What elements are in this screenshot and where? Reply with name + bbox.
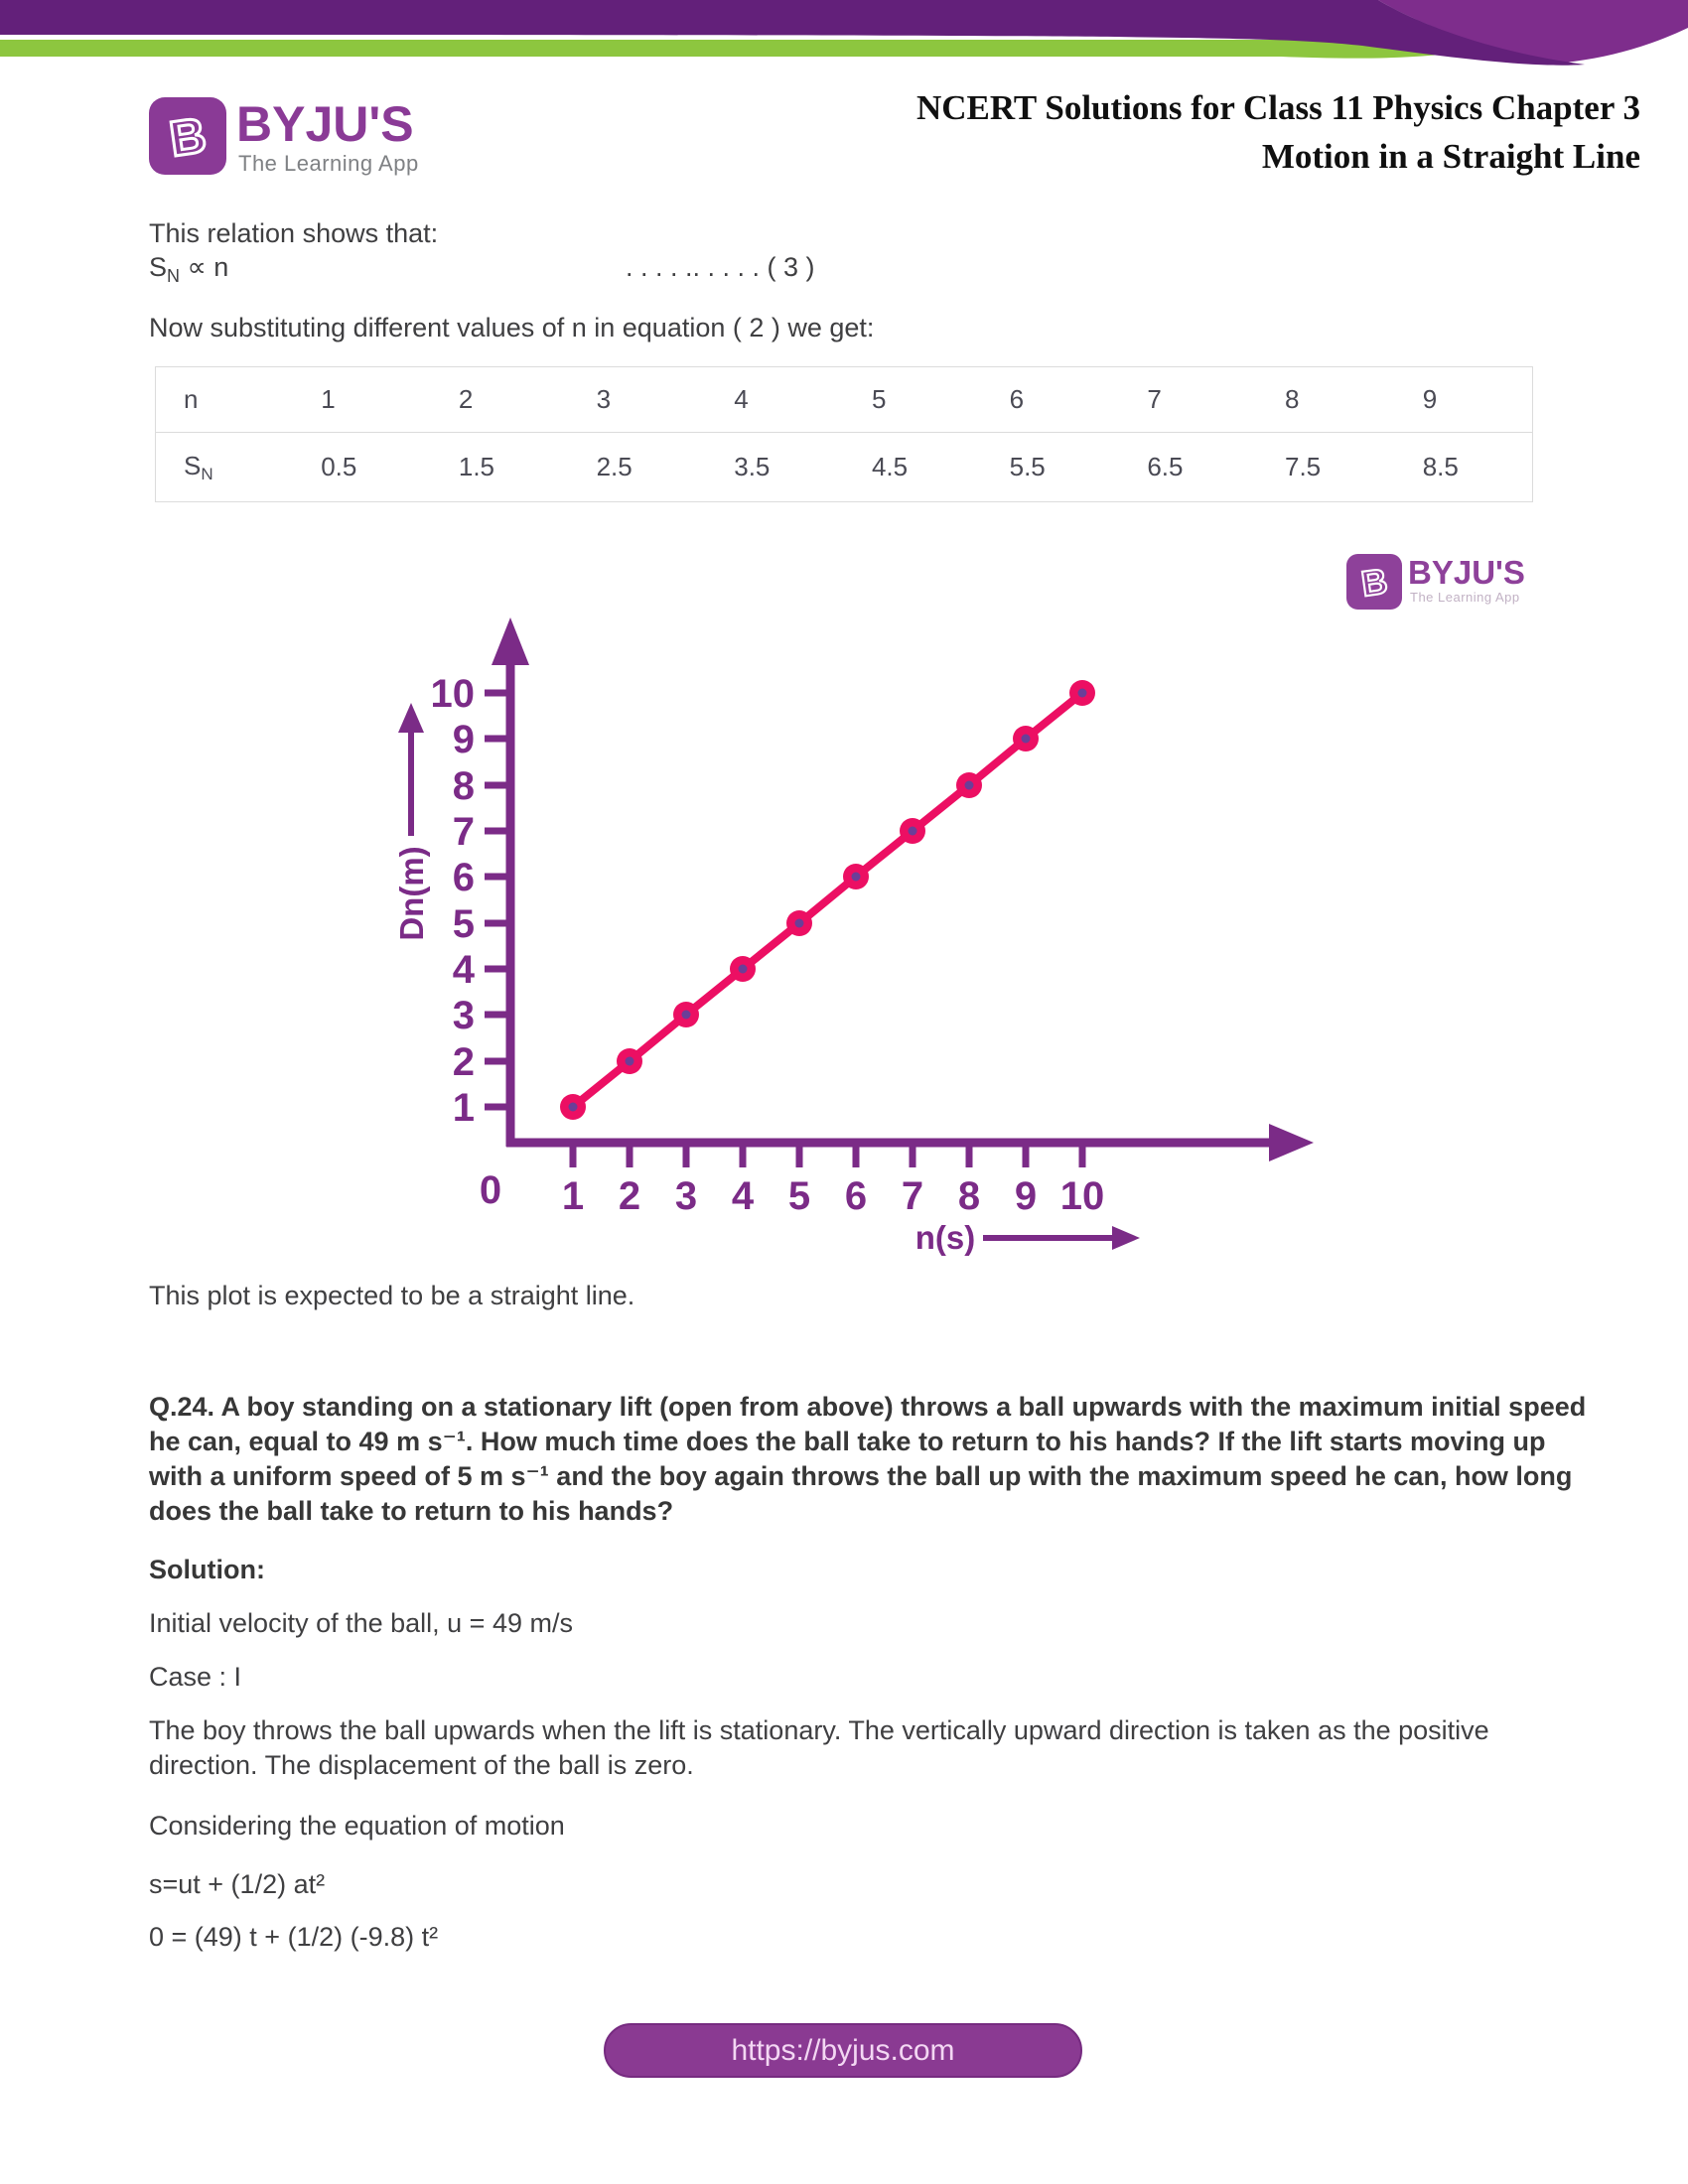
case-label: Case : I [149, 1662, 242, 1692]
table-cell: 2.5 [569, 433, 707, 502]
y-tick-label: 6 [452, 856, 475, 899]
table-header-sn: SN [156, 433, 294, 502]
page-title [916, 83, 1640, 181]
y-tick-label: 5 [452, 902, 475, 946]
x-tick-label: 10 [1059, 1174, 1105, 1218]
table-cell: 7 [1119, 367, 1257, 433]
page-title-line2: Motion in a Straight Line [1261, 137, 1640, 176]
byjus-watermark-tagline: The Learning App [1410, 590, 1520, 605]
byjus-watermark-icon [1346, 554, 1402, 610]
y-tick-label: 9 [452, 718, 475, 761]
y-tick-label: 4 [452, 948, 475, 992]
x-tick-label: 8 [957, 1174, 981, 1218]
considering-text: Considering the equation of motion [149, 1811, 565, 1841]
table-row-sn [156, 433, 1533, 502]
y-tick-label: 1 [452, 1086, 475, 1130]
question-24-text: Q.24. A boy standing on a stationary lift (open from above) throws a ball upwards with the maximum initial speed he can, equal to 49 m s⁻¹. How much time does the ball take to return to his hands? If the lift starts moving up with a uniform speed of 5 m s⁻¹ and the boy again throws the ball up with the maximum speed he can, how long does the ball take to return to his hands? [149, 1392, 1587, 1526]
y-axis-arrowhead [492, 617, 529, 665]
data-line [573, 693, 1082, 1107]
x-tick-label: 6 [844, 1174, 868, 1218]
x-tick-label: 7 [901, 1174, 924, 1218]
initial-velocity-text: Initial velocity of the ball, u = 49 m/s [149, 1608, 573, 1638]
equation-number-dots: . . . . .. . . . . ( 3 ) [626, 252, 815, 282]
table-cell: 1 [293, 367, 431, 433]
table-cell: 5.5 [982, 433, 1120, 502]
table-cell: 3.5 [706, 433, 844, 502]
byjus-logo-text: BYJU'S [236, 96, 414, 152]
byjus-logo-tagline: The Learning App [238, 151, 419, 176]
x-axis-arrowhead [1269, 1124, 1314, 1161]
y-tick-label: 7 [452, 810, 475, 854]
table-row-n [156, 367, 1533, 433]
x-tick-label: 9 [1014, 1174, 1038, 1218]
relation-symbol: $S_N \propto n$ [149, 252, 229, 286]
byjus-logo [149, 95, 566, 185]
y-axis-label-arrowhead [398, 703, 424, 733]
x-tick-label: 5 [787, 1174, 811, 1218]
table-cell: 3 [569, 367, 707, 433]
substitution-text: Now substituting different values of n in equation ( 2 ) we get: [149, 313, 875, 342]
footer-url-text: https://byjus.com [731, 2033, 955, 2067]
table-cell: 9 [1395, 367, 1533, 433]
origin-label: 0 [479, 1168, 502, 1212]
y-tick-label: 3 [452, 994, 475, 1037]
relation-intro-text: This relation shows that: [149, 218, 439, 248]
svg-text:B: B [1358, 561, 1390, 605]
table-cell: 4 [706, 367, 844, 433]
equation-1: s=ut + (1/2) at² [149, 1869, 326, 1899]
x-tick-label: 2 [618, 1174, 641, 1218]
svg-text:B: B [166, 106, 210, 168]
solution-heading: Solution: [149, 1555, 265, 1584]
case-paragraph: The boy throws the ball upwards when the lift is stationary. The vertically upward direction is taken as the positive direction. The displacement of the ball is zero. [149, 1715, 1489, 1780]
byjus-watermark [1346, 554, 1545, 615]
x-tick-label: 1 [561, 1174, 585, 1218]
footer-url-button[interactable] [604, 2023, 1082, 2078]
y-tick-label: 2 [452, 1040, 475, 1084]
table-cell: 8 [1257, 367, 1395, 433]
x-axis-label: n(s) [914, 1219, 976, 1256]
y-tick-label: 10 [430, 672, 475, 716]
table-cell: 7.5 [1257, 433, 1395, 502]
table-header-n: n [156, 367, 294, 433]
table-cell: 0.5 [293, 433, 431, 502]
byjus-logo-icon [149, 97, 226, 175]
page-title-line1: NCERT Solutions for Class 11 Physics Chapter 3 [915, 88, 1640, 127]
values-table [155, 366, 1533, 502]
table-cell: 5 [844, 367, 982, 433]
table-cell: 6 [982, 367, 1120, 433]
table-cell: 1.5 [431, 433, 569, 502]
dn-vs-n-chart [357, 606, 1350, 1281]
y-axis-label: Dn(m) [393, 846, 430, 941]
plot-note: This plot is expected to be a straight line. [149, 1281, 635, 1310]
byjus-watermark-text: BYJU'S [1408, 554, 1525, 591]
x-tick-label: 4 [731, 1174, 755, 1218]
y-tick-label: 8 [452, 764, 475, 808]
equation-2: 0 = (49) t + (1/2) (-9.8) t² [149, 1922, 439, 1952]
table-cell: 6.5 [1119, 433, 1257, 502]
relation-equation [149, 252, 1043, 287]
table-cell: 4.5 [844, 433, 982, 502]
table-cell: 8.5 [1395, 433, 1533, 502]
x-axis-label-arrowhead [1112, 1226, 1140, 1250]
header-green-stripe [0, 40, 1440, 59]
table-cell: 2 [431, 367, 569, 433]
x-tick-label: 3 [674, 1174, 698, 1218]
